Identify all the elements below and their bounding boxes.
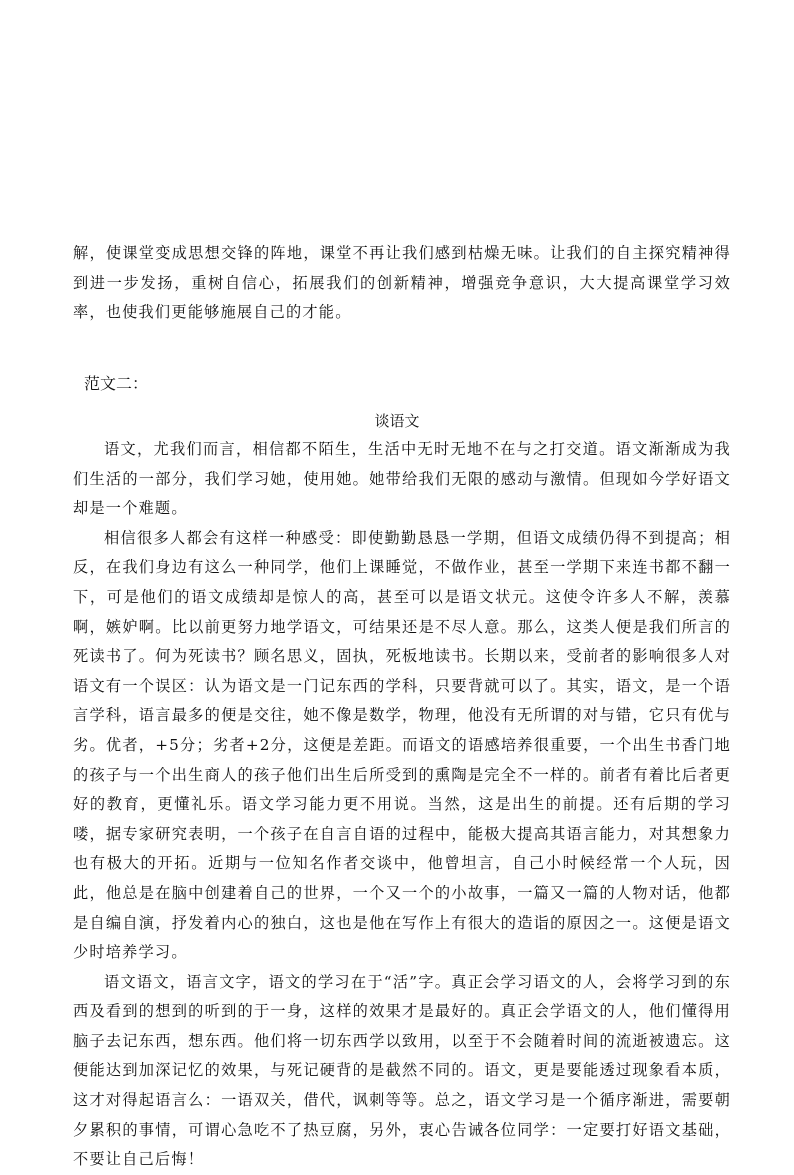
essay-paragraph-1: 语文，尤我们而言，相信都不陌生，生活中无时无地不在与之打交道。语文渐渐成为我们生活的一部分，我们学习她，使用她。她带给我们无限的感动与激情。但现如今学好语文却是一个难题。	[73, 440, 731, 518]
intro-paragraph: 解，使课堂变成思想交锋的阵地，课堂不再让我们感到枯燥无味。让我们的自主探究精神得到进一步发扬，重树自信心，拓展我们的创新精神，增强竞争意识，大大提高课堂学习效率，也使我们更能够施展自己的才能。	[73, 244, 731, 322]
essay-paragraph-3: 语文语文，语言文字，语文的学习在于“活”字。真正会学习语文的人，会将学习到的东西及看到的想到的听到的于一身，这样的效果才是最好的。真正会学语文的人，他们懂得用脑子去记东西，想东西。他们将一切东西学以致用，以至于不会随着时间的流逝被遗忘。这便能达到加深记忆的效果，与死记硬背的是截然不同的。语文，更是要能透过现象看本质，这才对得起语言么：一语双关，借代，讽刺等等。总之，语文学习是一个循序渐进，需要朝夕累积的事情，可谓心急吃不了热豆腐，另外，衷心告诫各位同学：一定要打好语文基础，不要让自己后悔！	[73, 972, 731, 1169]
section-label: 范文二：	[84, 374, 149, 393]
essay-title: 谈语文	[374, 412, 420, 430]
essay-paragraph-2: 相信很多人都会有这样一种感受：即使勤勤恳恳一学期，但语文成绩仍得不到提高；相反，在我们身边有这么一种同学，他们上课睡觉，不做作业，甚至一学期下来连书都不翻一下，可是他们的语文成绩却是惊人的高，甚至可以是语文状元。这使令许多人不解，羡慕啊，嫉妒啊。比以前更努力地学语文，可结果还是不尽人意。那么，这类人便是我们所言的死读书了。何为死读书？顾名思义，固执，死板地读书。长期以来，受前者的影响很多人对语文有一个误区：认为语文是一门记东西的学科，只要背就可以了。其实，语文，是一个语言学科，语言最多的便是交往，她不像是数学，物理，他没有无所谓的对与错，它只有优与劣。优者，+5分；劣者+2分，这便是差距。而语文的语感培养很重要，一个出生书香门地的孩子与一个出生商人的孩子他们出生后所受到的熏陶是完全不一样的。前者有着比后者更好的教育，更懂礼乐。语文学习能力更不用说。当然，这是出生的前提。还有后期的学习喽，据专家研究表明，一个孩子在自言自语的过程中，能极大提高其语言能力，对其想象力也有极大的开拓。近期与一位知名作者交谈中，他曾坦言，自己小时候经常一个人玩，因此，他总是在脑中创建着自己的世界，一个又一个的小故事，一篇又一篇的人物对话，他都是自编自演，抒发着内心的独白，这也是他在写作上有很大的造诣的原因之一。这便是语文少时培养学习。	[73, 528, 731, 962]
essay-body	[73, 435, 731, 1175]
